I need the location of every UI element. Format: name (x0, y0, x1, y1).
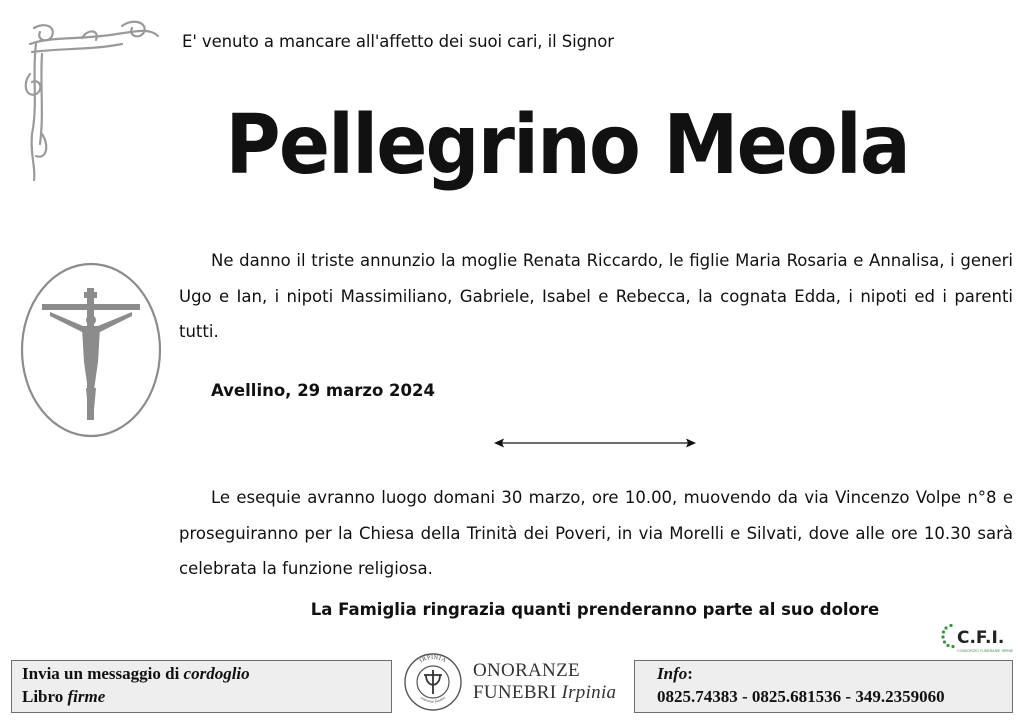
agency-name-line1: ONORANZE (473, 660, 580, 681)
cfi-logo (940, 620, 1018, 656)
condolence-link[interactable]: Invia un messaggio di cordoglio (22, 664, 250, 683)
announcement-paragraph: Ne danno il triste annunzio la moglie Renata Riccardo, le figlie Maria Rosaria e Annalisa, i generi Ugo e Ian, i nipoti Massimiliano, Gabriele, Isabel e Rebecca, la cognata Edda, i nipoti ed i parenti tutti. (179, 251, 1013, 341)
cfi-logo-text: C.F.I. (957, 628, 1005, 648)
family-thanks: La Famiglia ringrazia quanti prenderanno parte al suo dolore (310, 600, 880, 619)
place-date: Avellino, 29 marzo 2024 (211, 381, 435, 400)
agency-name-line2: FUNEBRI Irpinia (473, 682, 617, 703)
double-arrow-icon (494, 436, 696, 450)
condolence-box[interactable] (11, 660, 392, 713)
seal-top-text: IRPINIA (418, 654, 447, 665)
crucifix-icon (20, 262, 162, 438)
guestbook-link[interactable]: Libro firme (22, 687, 106, 706)
seal-bottom-text: onoranze funebri (419, 694, 447, 704)
cfi-logo-tagline: CONSORZIO FUNERARIE IRPINE (957, 649, 1014, 653)
info-box (634, 660, 1013, 713)
intro-text: E' venuto a mancare all'affetto dei suoi cari, il Signor (182, 32, 614, 51)
funeral-paragraph: Le esequie avranno luogo domani 30 marzo, ore 10.00, muovendo da via Vincenzo Volpe n°8 e proseguiranno per la Chiesa della Trinità dei Poveri, in via Morelli e Silvati, dove alle ore 10.30 sarà celebrata la funzione religiosa. (179, 488, 1013, 578)
deceased-name: Pellegrino Meola (225, 98, 910, 193)
svg-text:onoranze funebri (420, 695, 447, 704)
info-label: Info: (657, 664, 693, 683)
phone-numbers[interactable]: 0825.74383 - 0825.681536 - 349.2359060 (657, 687, 945, 706)
agency-seal-icon (402, 646, 464, 716)
